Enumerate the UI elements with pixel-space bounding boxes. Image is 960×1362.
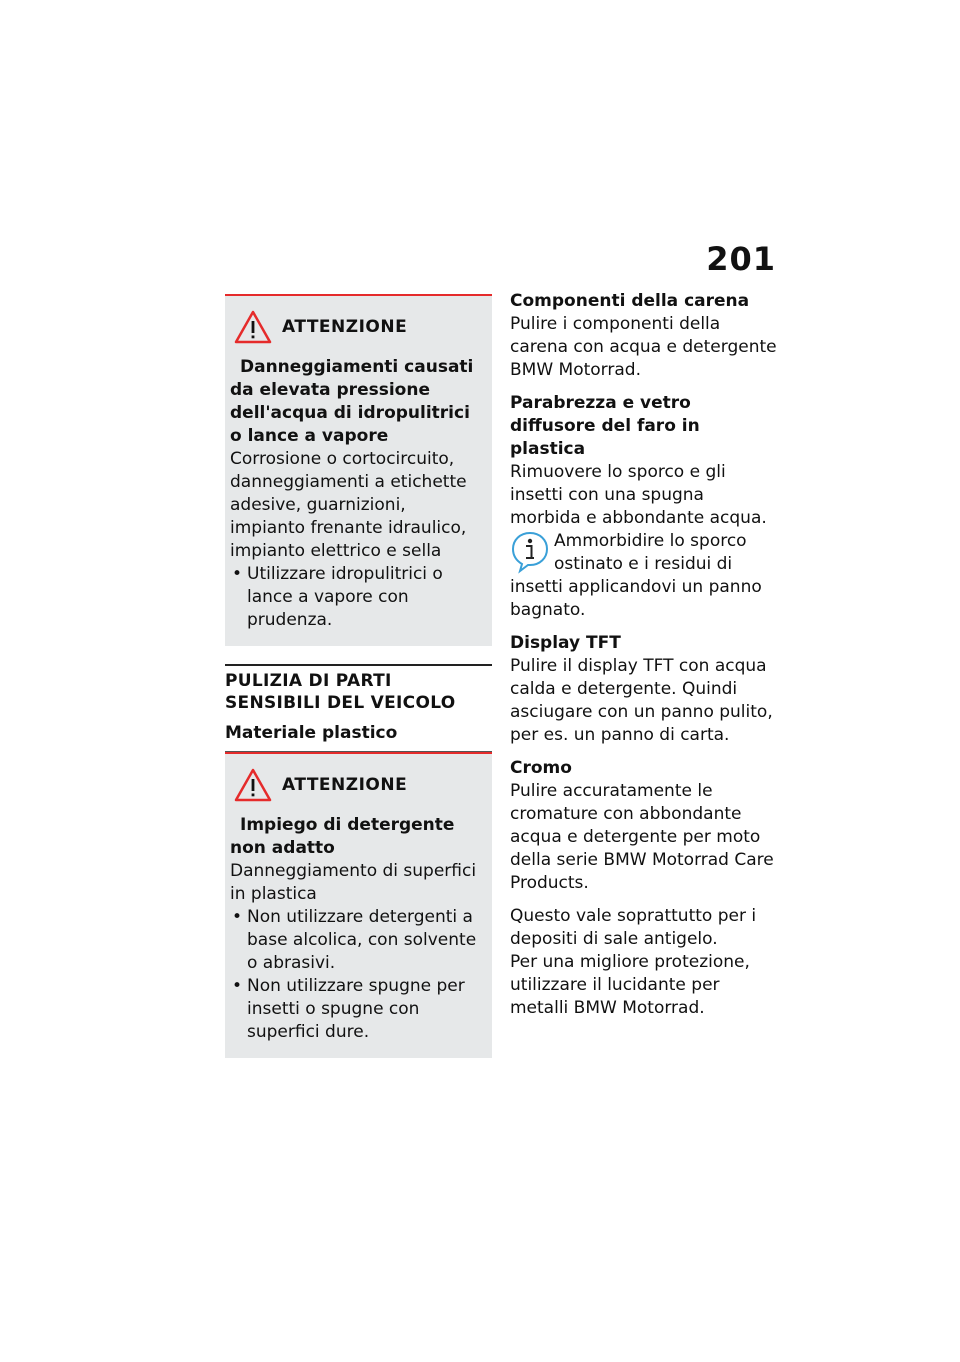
paragraph-chrome-3: Per una migliore protezione, utilizzare il lucidante per metalli BMW Motorrad. [510, 952, 750, 1018]
section-title-chrome: Cromo [510, 758, 572, 778]
section-title-fairing: Componenti della carena [510, 291, 750, 311]
subsection-title: Materiale plastico [225, 722, 492, 752]
warning-subtitle: Impiego di detergente non adatto [230, 815, 455, 858]
warning-title: ATTENZIONE [282, 317, 408, 337]
info-icon [510, 530, 550, 574]
warning-bullets [230, 563, 486, 632]
warning-box-detergent [225, 752, 492, 1058]
warning-triangle-icon [234, 310, 272, 344]
info-note [510, 530, 780, 622]
paragraph-fairing: Pulire i componenti della carena con acqua e detergente BMW Motorrad. [510, 314, 777, 380]
warning-bullet: • Utilizzare idropulitrici o lance a vapore con prudenza. [230, 563, 486, 632]
page-number: 201 [706, 240, 776, 278]
paragraph-display: Pulire il display TFT con acqua calda e detergente. Quindi asciugare con un panno pulito, per es. un panno di carta. [510, 656, 773, 745]
warning-body: Danneggiamento di superfici in plastica [230, 861, 477, 904]
warning-subtitle: Danneggiamenti causati da elevata pressione dell'acqua di idropulitrici o lance a vapore [230, 357, 474, 446]
warning-body: Corrosione o cortocircuito, danneggiamenti a etichette adesive, guarnizioni, impianto frenante idraulico, impianto elettrico e sella [230, 449, 467, 561]
paragraph-windscreen: Rimuovere lo sporco e gli insetti con una spugna morbida e abbondante acqua. [510, 462, 767, 528]
section-title-display: Display TFT [510, 633, 621, 653]
warning-title: ATTENZIONE [282, 775, 408, 795]
paragraph-chrome-1: Pulire accuratamente le cromature con abbondante acqua e detergente per moto della serie BMW Motorrad Care Products. [510, 781, 774, 893]
warning-triangle-icon [234, 768, 272, 802]
warning-bullet: • Non utilizzare spugne per insetti o spugne con superfici dure. [230, 975, 486, 1044]
right-column [510, 290, 780, 1030]
paragraph-chrome-2: Questo vale soprattutto per i depositi di sale antigelo. [510, 906, 757, 949]
warning-bullet: • Non utilizzare detergenti a base alcolica, con solvente o abrasivi. [230, 906, 486, 975]
warning-box-pressure [225, 294, 492, 646]
section-heading: PULIZIA DI PARTI SENSIBILI DEL VEICOLO [225, 664, 492, 714]
left-column [225, 294, 492, 1058]
info-note-text: Ammorbidire lo sporco ostinato e i residui di insetti applicandovi un panno bagnato. [510, 531, 762, 620]
warning-header [234, 768, 486, 802]
warning-header [234, 310, 486, 344]
section-title-windscreen: Parabrezza e vetro diffusore del faro in plastica [510, 393, 700, 459]
warning-bullets [230, 906, 486, 1044]
